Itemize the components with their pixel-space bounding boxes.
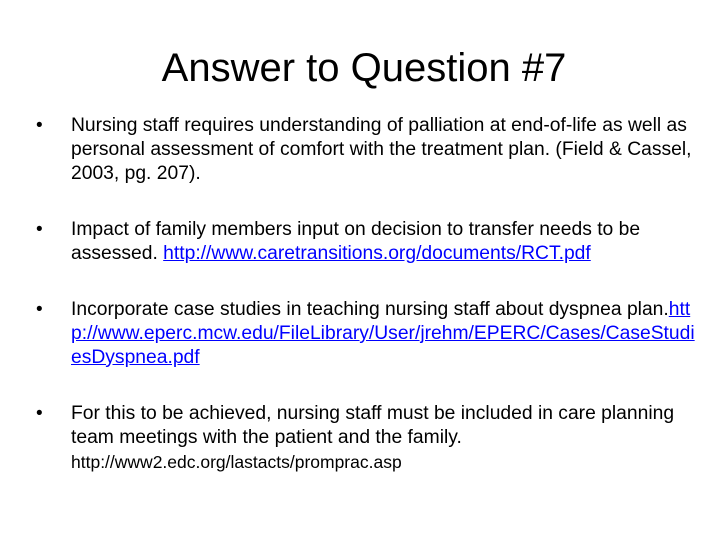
caretransitions-link[interactable]: http://www.caretransitions.org/documents/RCT.pdf [163,243,591,264]
bullet-marker: • [36,115,43,136]
bullet-item-1 [36,114,696,186]
bullet-item-4 [36,402,696,475]
promprac-url-text: http://www2.edc.org/lastacts/promprac.asp [71,452,402,472]
bullet-marker: • [36,219,43,240]
bullet-text: Incorporate case studies in teaching nursing staff about dyspnea plan. [71,299,669,320]
bullet-list [36,114,696,507]
slide-title: Answer to Question #7 [161,46,567,90]
bullet-text: Nursing staff requires understanding of palliation at end-of-life as well as personal assessment of comfort with the treatment plan. (Field & Cassel, 2003, pg. 207). [71,115,692,184]
bullet-item-3 [36,298,696,370]
bullet-text: Impact of family members input on decision to transfer needs to be assessed. [71,219,641,264]
bullet-text: For this to be achieved, nursing staff must be included in care planning team meetings with the patient and the family. [71,403,675,448]
bullet-item-2 [36,218,696,266]
bullet-marker: • [36,299,43,320]
bullet-marker: • [36,403,43,424]
eperc-case-studies-link[interactable]: http://www.eperc.mcw.edu/FileLibrary/User/jrehm/EPERC/Cases/CaseStudiesDyspnea.pdf [71,299,695,368]
